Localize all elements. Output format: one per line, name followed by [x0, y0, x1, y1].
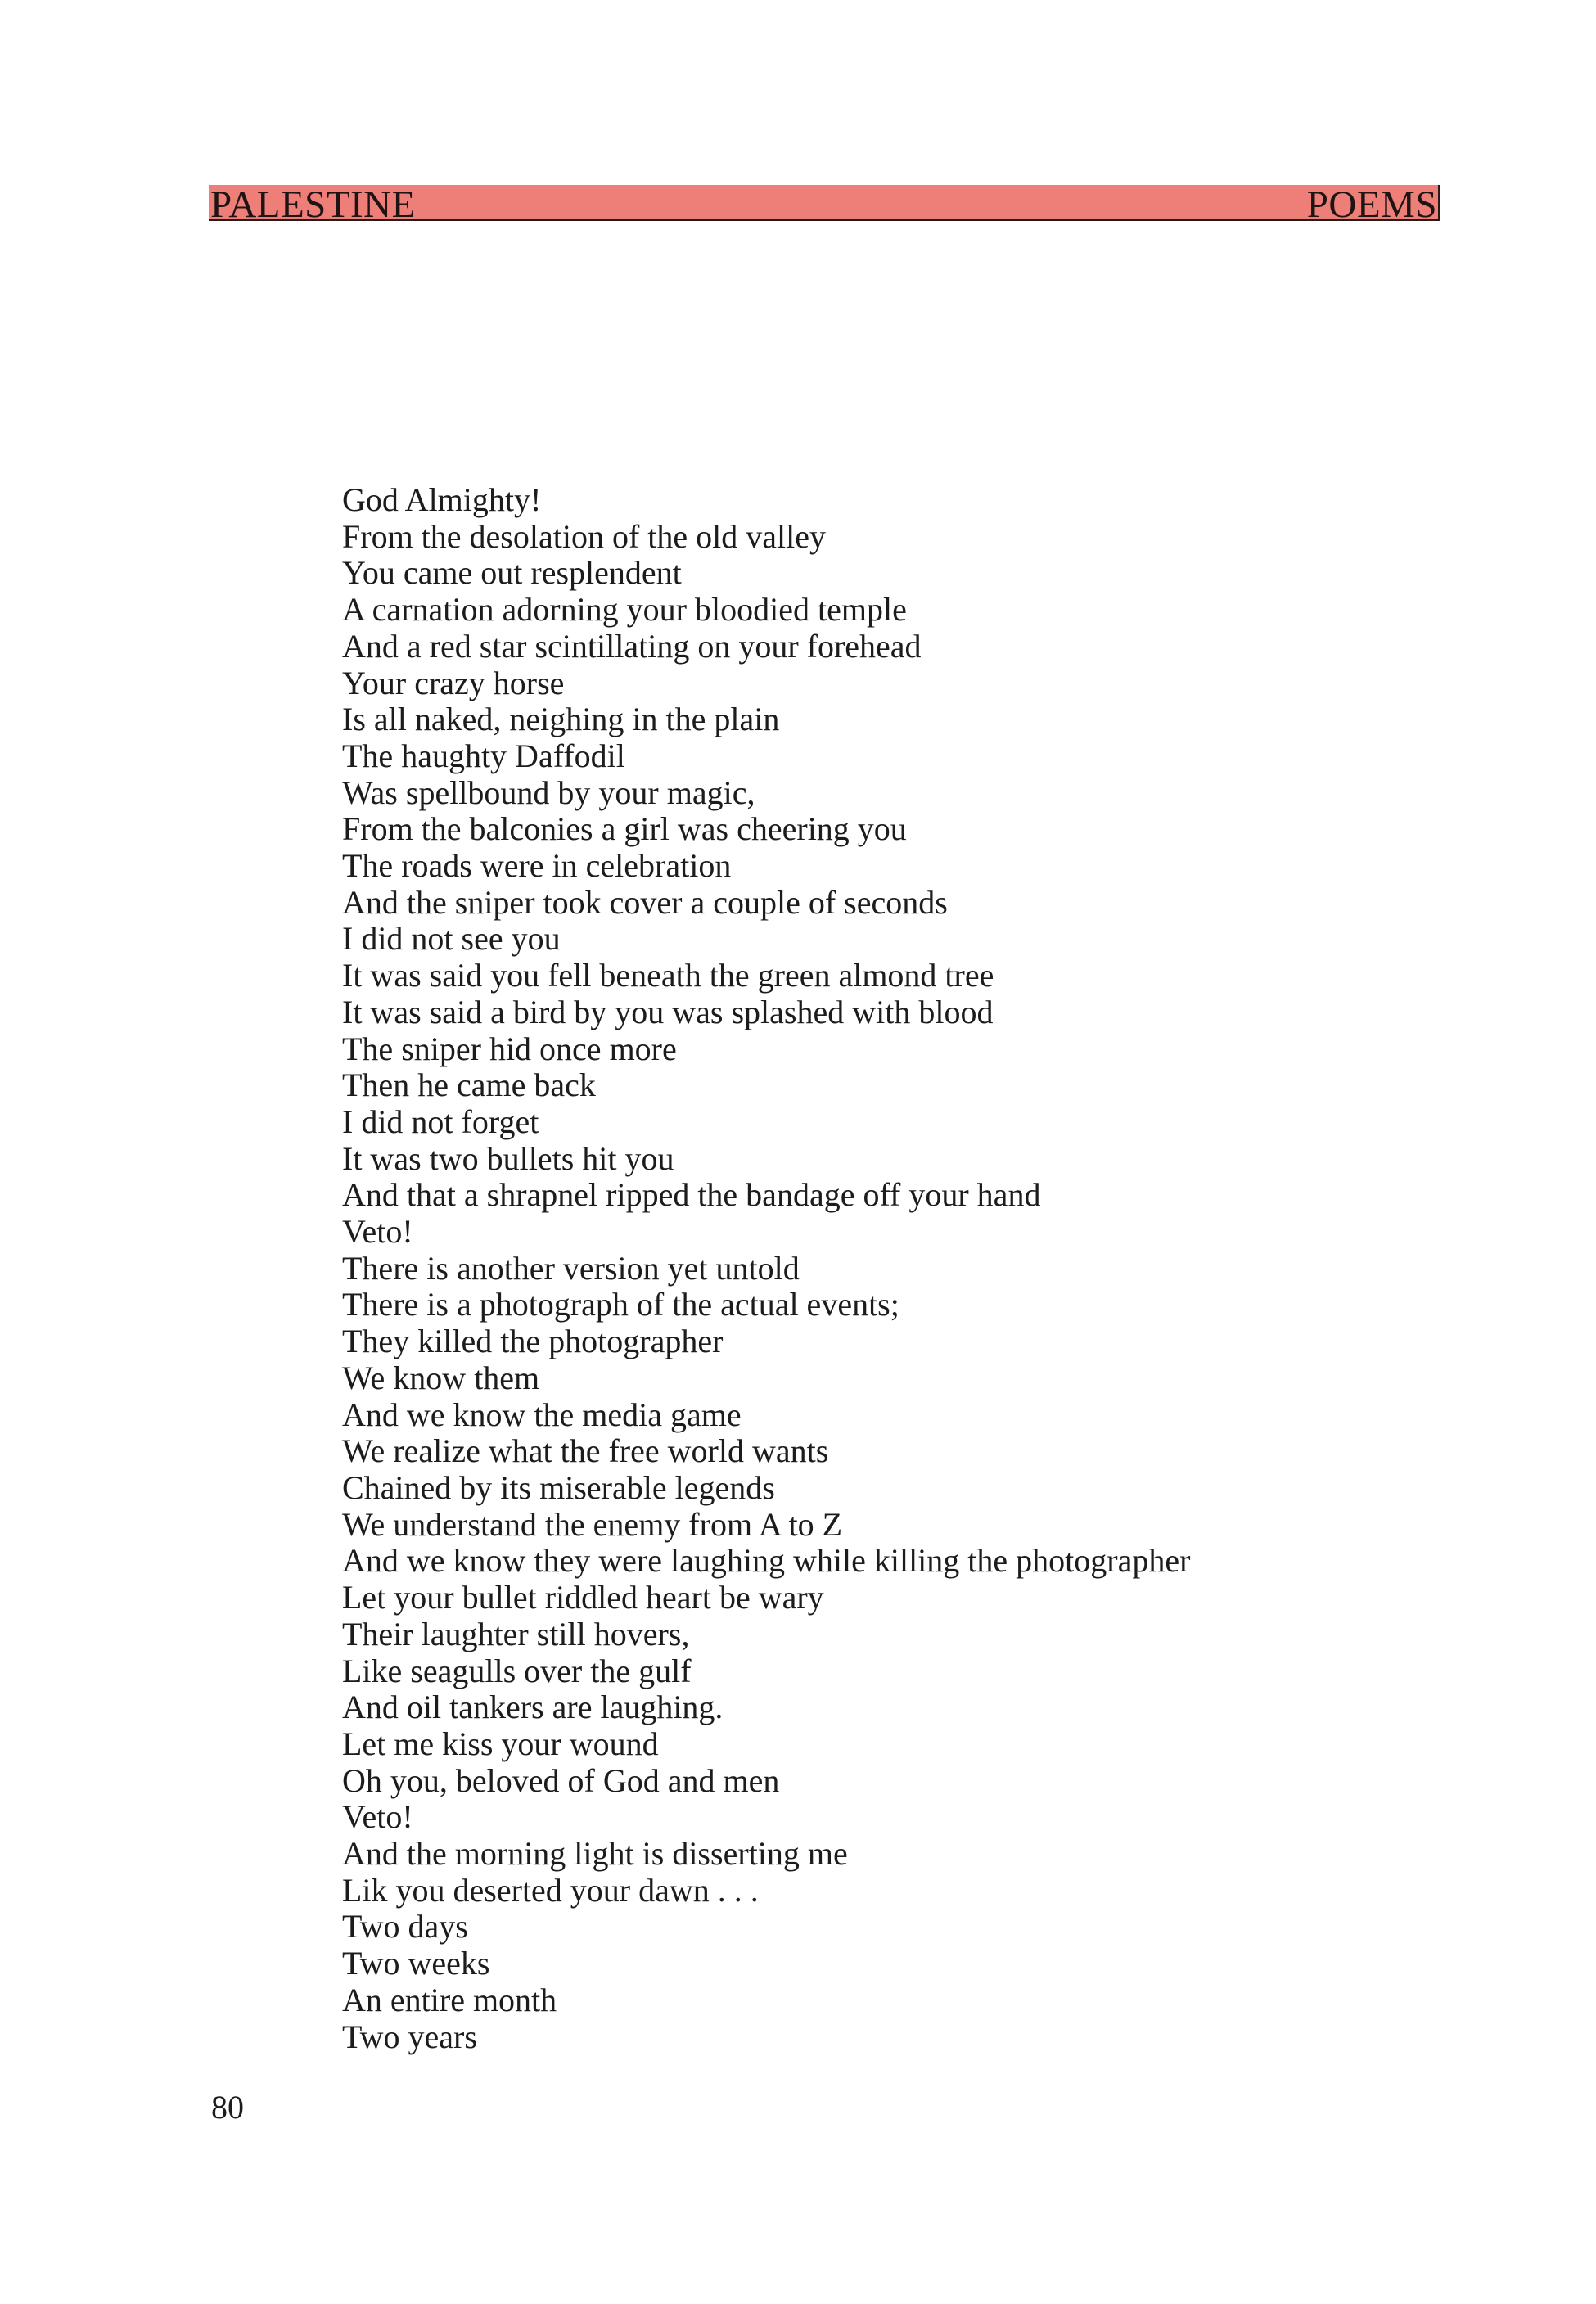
- poem-line: God Almighty!: [342, 481, 542, 518]
- poem-line: From the balconies a girl was cheering you: [342, 810, 907, 848]
- poem-line: It was two bullets hit you: [342, 1139, 674, 1177]
- poem-line: Two years: [342, 2018, 477, 2055]
- poem-line: There is another version yet untold: [342, 1249, 800, 1287]
- poem-line: Then he came back: [342, 1066, 596, 1104]
- poem-line: The sniper hid once more: [342, 1030, 677, 1067]
- poem-line: Their laughter still hovers,: [342, 1615, 690, 1652]
- poem-line: From the desolation of the old valley: [342, 517, 826, 555]
- poem-line: And we know the media game: [342, 1395, 742, 1433]
- poem-line: It was said a bird by you was splashed with blood: [342, 993, 994, 1030]
- running-header-left: PALESTINE: [210, 183, 416, 226]
- poem-line: We understand the enemy from A to Z: [342, 1505, 843, 1543]
- poem-line: And oil tankers are laughing.: [342, 1689, 724, 1726]
- poem-line: Two days: [342, 1908, 468, 1946]
- poem-line: Was spellbound by your magic,: [342, 773, 755, 811]
- poem-line: And the sniper took cover a couple of seconds: [342, 883, 948, 921]
- poem-line: Your crazy horse: [342, 664, 565, 701]
- poem-line: Let me kiss your wound: [342, 1725, 659, 1762]
- poem-line: And we know they were laughing while killing the photographer: [342, 1542, 1191, 1580]
- poem-line: We know them: [342, 1359, 540, 1396]
- poem-line: An entire month: [342, 1981, 557, 2018]
- poem-line: A carnation adorning your bloodied temple: [342, 591, 907, 629]
- page-number: 80: [211, 2089, 244, 2126]
- poem-line: Lik you deserted your dawn . . .: [342, 1871, 759, 1909]
- running-header-right: POEMS: [1306, 183, 1437, 226]
- poem-line: Oh you, beloved of God and men: [342, 1761, 780, 1799]
- poem-line: There is a photograph of the actual events;: [342, 1286, 899, 1323]
- poem-line: The roads were in celebration: [342, 847, 732, 885]
- poem-line: I did not forget: [342, 1102, 539, 1140]
- poem-line: And the morning light is disserting me: [342, 1835, 848, 1873]
- poem-line: They killed the photographer: [342, 1323, 724, 1360]
- running-header: [209, 183, 1440, 226]
- poem-line: I did not see you: [342, 920, 561, 958]
- poem-line: The haughty Daffodil: [342, 737, 625, 774]
- poem-line: Veto!: [342, 1798, 413, 1836]
- poem-line: And that a shrapnel ripped the bandage off your hand: [342, 1176, 1041, 1214]
- poem-line: And a red star scintillating on your forehead: [342, 627, 922, 665]
- poem-body: [342, 482, 1190, 2055]
- poem-line: Veto!: [342, 1213, 413, 1251]
- poem-line: It was said you fell beneath the green almond tree: [342, 957, 994, 994]
- poem-line: Chained by its miserable legends: [342, 1468, 775, 1506]
- poem-line: Two weeks: [342, 1945, 490, 1982]
- poem-line: Is all naked, neighing in the plain: [342, 701, 780, 738]
- poem-line: Let your bullet riddled heart be wary: [342, 1579, 824, 1616]
- poem-line: You came out resplendent: [342, 554, 682, 592]
- header-end-rule: [1438, 185, 1440, 221]
- poem-line: Like seagulls over the gulf: [342, 1652, 692, 1689]
- poem-line: We realize what the free world wants: [342, 1432, 829, 1470]
